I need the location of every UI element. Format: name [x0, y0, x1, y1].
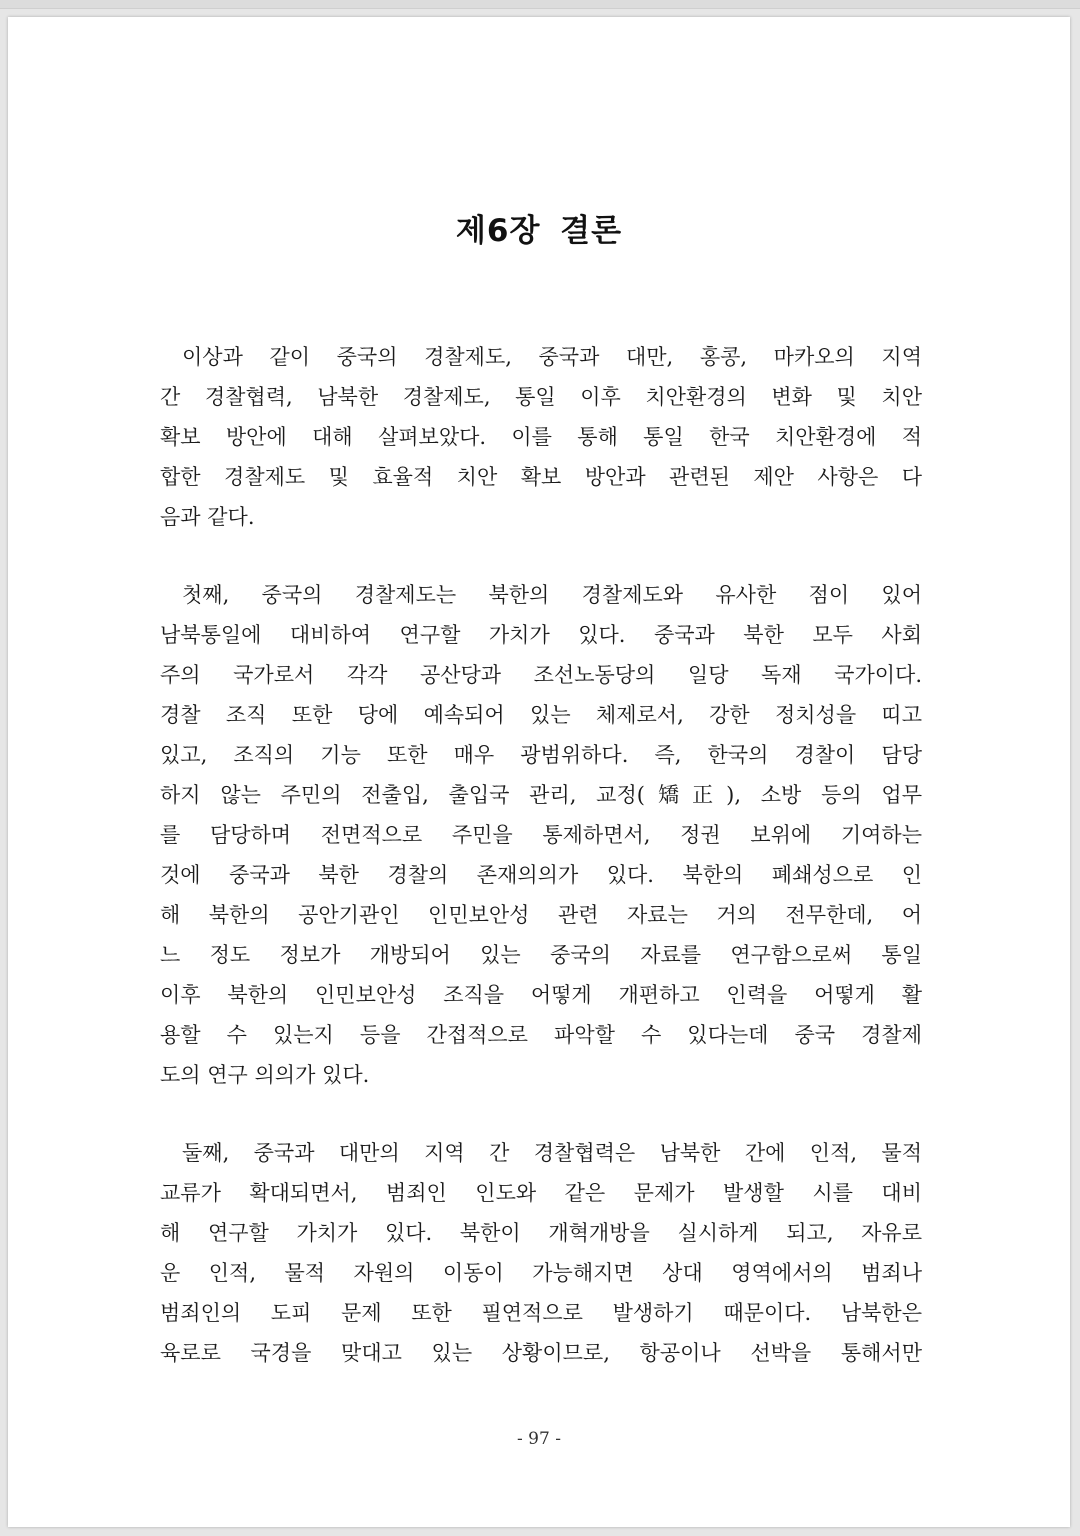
text-line: 운 인적, 물적 자원의 이동이 가능해지면 상대 영역에서의 범죄나	[160, 1261, 922, 1285]
text-line: 첫째, 중국의 경찰제도는 북한의 경찰제도와 유사한 점이 있어	[182, 583, 922, 607]
document-page	[8, 17, 1070, 1527]
text-line: 이후 북한의 인민보안성 조직을 어떻게 개편하고 인력을 어떻게 활	[160, 983, 922, 1007]
text-line: 확보 방안에 대해 살펴보았다. 이를 통해 통일 한국 치안환경에 적	[160, 425, 922, 449]
paragraph	[160, 575, 922, 1095]
text-line: 범죄인의 도피 문제 또한 필연적으로 발생하기 때문이다. 남북한은	[160, 1301, 922, 1325]
text-line: 있고, 조직의 기능 또한 매우 광범위하다. 즉, 한국의 경찰이 담당	[160, 743, 922, 767]
previous-page-edge	[0, 0, 1080, 9]
text-line: 이상과 같이 중국의 경찰제도, 중국과 대만, 홍콩, 마카오의 지역	[182, 345, 922, 369]
text-line: 것에 중국과 북한 경찰의 존재의의가 있다. 북한의 폐쇄성으로 인	[160, 863, 922, 887]
text-line: 교류가 확대되면서, 범죄인 인도와 같은 문제가 발생할 시를 대비	[160, 1181, 922, 1205]
text-line: 간 경찰협력, 남북한 경찰제도, 통일 이후 치안환경의 변화 및 치안	[160, 385, 922, 409]
text-line: 용할 수 있는지 등을 간접적으로 파악할 수 있다는데 중국 경찰제	[160, 1023, 922, 1047]
text-line: 음과 같다.	[160, 505, 255, 529]
text-line: 해 북한의 공안기관인 인민보안성 관련 자료는 거의 전무한데, 어	[160, 903, 922, 927]
page-number: - 97 -	[517, 1429, 561, 1449]
text-line: 하지 않는 주민의 전출입, 출입국 관리, 교정(矯正), 소방 등의 업무	[160, 783, 922, 807]
text-line: 해 연구할 가치가 있다. 북한이 개혁개방을 실시하게 되고, 자유로	[160, 1221, 922, 1245]
text-line: 경찰 조직 또한 당에 예속되어 있는 체제로서, 강한 정치성을 띠고	[160, 703, 922, 727]
text-line: 를 담당하며 전면적으로 주민을 통제하면서, 정권 보위에 기여하는	[160, 823, 922, 847]
text-line: 남북통일에 대비하여 연구할 가치가 있다. 중국과 북한 모두 사회	[160, 623, 922, 647]
text-line: 느 정도 정보가 개방되어 있는 중국의 자료를 연구함으로써 통일	[160, 943, 922, 967]
text-line: 육로로 국경을 맞대고 있는 상황이므로, 항공이나 선박을 통해서만	[160, 1341, 922, 1365]
page-title: 제6장 결론	[455, 213, 623, 249]
text-line: 도의 연구 의의가 있다.	[160, 1063, 370, 1087]
paragraph	[160, 337, 922, 537]
paragraph	[160, 1133, 922, 1373]
page-body	[160, 337, 922, 1411]
text-line: 합한 경찰제도 및 효율적 치안 확보 방안과 관련된 제안 사항은 다	[160, 465, 922, 489]
text-line: 주의 국가로서 각각 공산당과 조선노동당의 일당 독재 국가이다.	[160, 663, 922, 687]
text-line: 둘째, 중국과 대만의 지역 간 경찰협력은 남북한 간에 인적, 물적	[182, 1141, 922, 1165]
